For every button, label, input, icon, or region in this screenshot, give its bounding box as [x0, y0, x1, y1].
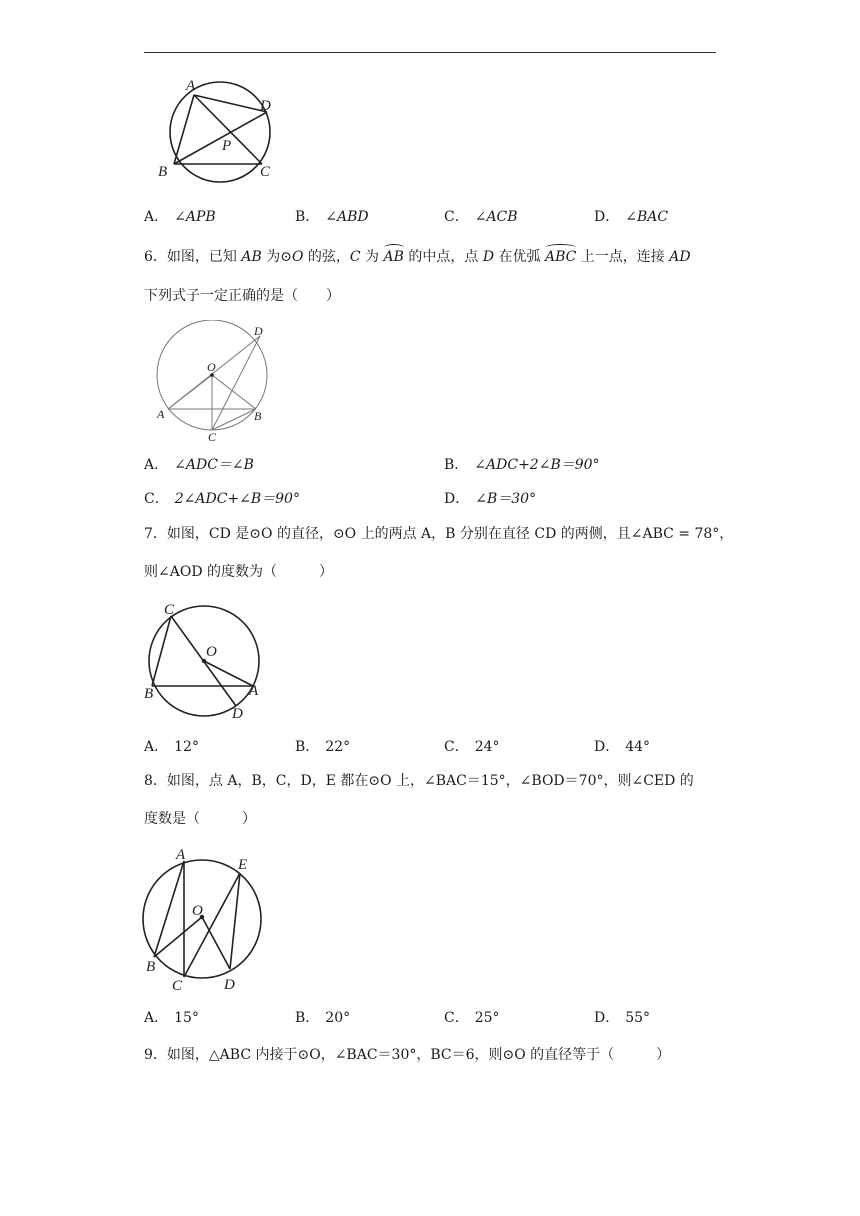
- q5-circle: [170, 82, 270, 182]
- q8-label-b: B: [146, 959, 156, 975]
- q7-option-b[interactable]: B． 22°: [295, 739, 351, 755]
- q5-option-b[interactable]: B． ∠ABD: [295, 209, 369, 225]
- q7-stem-line1: 7．如图，CD 是⊙O 的直径，⊙O 上的两点 A，B 分别在直径 CD 的两侧，且∠ABC = 78°，: [144, 526, 734, 542]
- q8-figure: [140, 845, 274, 995]
- q5-option-c[interactable]: C． ∠ACB: [444, 209, 518, 225]
- q5-option-a[interactable]: A． ∠APB: [144, 209, 216, 225]
- q6-option-c[interactable]: C． 2∠ADC+∠B＝90°: [144, 491, 300, 507]
- q6-label-c: C: [208, 430, 217, 444]
- q6-label-a: A: [157, 407, 165, 421]
- q7-stem-line2: 则∠AOD 的度数为（ ）: [144, 564, 333, 580]
- q8-option-b[interactable]: B． 20°: [295, 1010, 351, 1026]
- q7-label-a: A: [249, 683, 259, 699]
- q7-option-d[interactable]: D． 44°: [594, 739, 651, 755]
- q6-stem-line1: 6．如图，已知 AB 为⊙O 的弦，C 为 AB 的中点，点 D 在优弧 ABC 上一点，连接 AD: [144, 249, 691, 265]
- q7-label-d: D: [232, 706, 243, 722]
- q8-label-d: D: [224, 977, 235, 993]
- q5-option-d[interactable]: D． ∠BAC: [594, 209, 669, 225]
- q8-option-c[interactable]: C． 25°: [444, 1010, 500, 1026]
- header-rule: [144, 52, 716, 53]
- q6-arc-ab: AB: [383, 249, 404, 265]
- q6-stem-line2: 下列式子一定正确的是（ ）: [144, 288, 340, 304]
- q5-label-a: A: [186, 78, 196, 94]
- q7-label-b: B: [144, 686, 154, 702]
- q8-stem-line1: 8．如图，点 A，B，C，D，E 都在⊙O 上，∠BAC＝15°，∠BOD＝70°，则∠CED 的: [144, 773, 694, 789]
- q8-stem-line2: 度数是（ ）: [144, 811, 256, 827]
- q6-arc-abc: ABC: [544, 249, 577, 265]
- q5-label-p: P: [222, 138, 232, 154]
- q8-option-d[interactable]: D． 55°: [594, 1010, 651, 1026]
- q6-option-a[interactable]: A． ∠ADC＝∠B: [144, 457, 254, 473]
- q6-label-b: B: [254, 409, 262, 423]
- q6-label-o: O: [207, 360, 216, 374]
- q9-stem-line1: 9．如图，△ABC 内接于⊙O，∠BAC＝30°，BC＝6，则⊙O 的直径等于（ ）: [144, 1047, 671, 1063]
- q8-label-o: O: [192, 903, 203, 919]
- q7-option-c[interactable]: C． 24°: [444, 739, 500, 755]
- q8-label-a: A: [176, 847, 186, 863]
- q7-label-o: O: [206, 644, 217, 660]
- q6-option-d[interactable]: D． ∠B＝30°: [444, 491, 537, 507]
- q7-label-c: C: [164, 602, 175, 618]
- q6-option-b[interactable]: B． ∠ADC+2∠B＝90°: [444, 457, 600, 473]
- q5-label-b: B: [158, 164, 168, 180]
- q6-figure: [152, 320, 282, 446]
- q7-figure: [140, 598, 270, 726]
- q5-label-c: C: [260, 164, 271, 180]
- q8-option-a[interactable]: A． 15°: [144, 1010, 199, 1026]
- q8-label-e: E: [238, 857, 248, 873]
- q8-label-c: C: [172, 978, 183, 994]
- q5-figure: [150, 74, 290, 186]
- q6-label-d: D: [254, 324, 263, 338]
- q7-option-a[interactable]: A． 12°: [144, 739, 199, 755]
- q5-label-d: D: [260, 98, 271, 114]
